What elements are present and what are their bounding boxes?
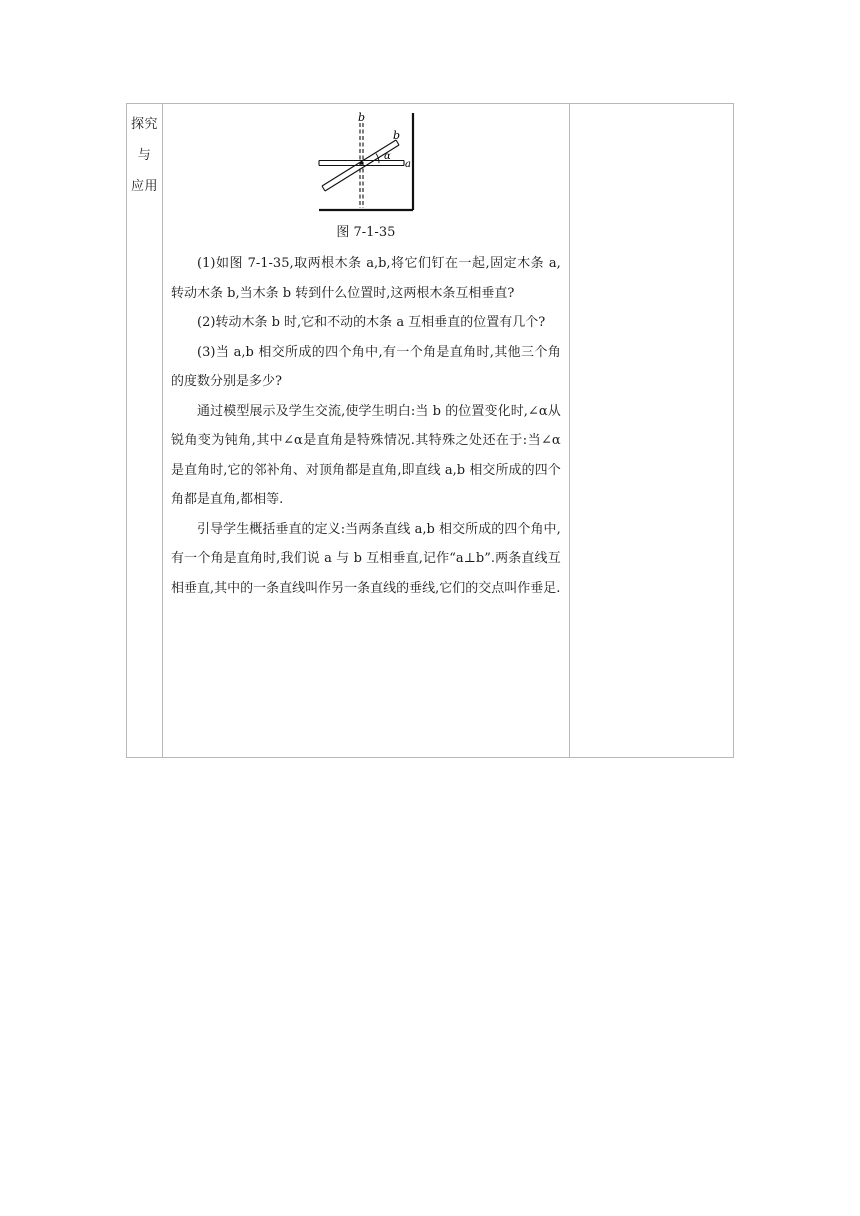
section-label <box>127 104 162 202</box>
question-3: (3)当 a,b 相交所成的四个角中,有一个角是直角时,其他三个角的度数分别是多少? <box>171 344 561 389</box>
definition-paragraph: 引导学生概括垂直的定义:当两条直线 a,b 相交所成的四个角中,有一个角是直角时,我们说 a 与 b 互相垂直,记作“a⊥b”.两条直线互相垂直,其中的一条直线叫作另一条直线的垂线,它们的交点叫作垂足. <box>171 521 561 596</box>
section-label-line-2: 与 <box>137 148 152 163</box>
lesson-table <box>126 103 734 758</box>
label-alpha: α <box>383 151 391 162</box>
section-label-cell <box>127 104 163 758</box>
nail-point <box>360 161 363 164</box>
label-b-vertical: b <box>357 111 365 124</box>
lesson-row <box>127 104 734 758</box>
notes-cell <box>569 104 733 758</box>
main-content-cell <box>163 104 570 758</box>
figure-caption: 图 7-1-35 <box>336 225 396 240</box>
question-2: (2)转动木条 b 时,它和不动的木条 a 互相垂直的位置有几个? <box>197 315 546 330</box>
label-a: a <box>404 159 411 170</box>
strip-b-edge-1 <box>322 140 396 186</box>
explanation-paragraph: 通过模型展示及学生交流,使学生明白:当 b 的位置变化时,∠α从锐角变为钝角,其中∠α是直角是特殊情况.其特殊之处还在于:当∠α是直角时,它的邻补角、对顶角都是直角,即直线 a,b 相交所成的四个角都是直角,都相等. <box>171 403 561 507</box>
strip-b-lower-end <box>322 186 325 191</box>
section-label-line-1: 探究 <box>131 117 159 132</box>
section-label-line-3: 应用 <box>131 179 159 194</box>
wooden-strips-figure <box>316 111 416 213</box>
question-1: (1)如图 7-1-35,取两根木条 a,b,将它们钉在一起,固定木条 a,转动木条 b,当木条 b 转到什么位置时,这两根木条互相垂直? <box>171 256 561 301</box>
label-b-slanted: b <box>392 129 400 142</box>
